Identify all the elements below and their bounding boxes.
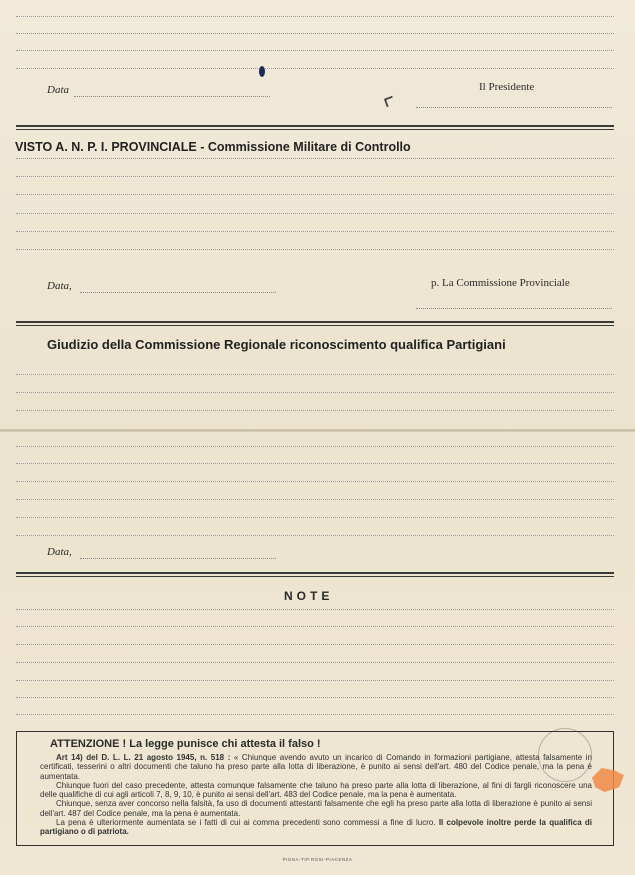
write-line[interactable] [16,714,614,715]
write-line[interactable] [16,68,614,69]
write-line[interactable] [16,662,614,663]
date-line[interactable] [74,96,270,97]
write-line[interactable] [16,481,614,482]
write-line[interactable] [16,517,614,518]
write-line[interactable] [16,16,614,17]
warning-paragraph: Chiunque, senza aver concorso nella falsità, fa uso di documenti attestanti falsamente che egli ha preso parte alla lotta di liberazione è punito ai sensi dell'art. 487 del Codice penale, ma la pena è aumentata. [40,799,592,818]
write-line[interactable] [16,392,614,393]
write-line[interactable] [16,410,614,411]
write-line[interactable] [16,231,614,232]
write-line[interactable] [16,158,614,159]
date-label: Data, [47,280,72,292]
write-line[interactable] [16,249,614,250]
write-line[interactable] [16,609,614,610]
date-line[interactable] [80,558,276,559]
warning-paragraph: Art 14) del D. L. L. 21 agosto 1945, n. 518 : « Chiunque avendo avuto un incarico di Comando in formazioni partigiane, attesta falsamente in certificati, tesserini o altri documenti che taluno ha preso parte alla lotta di liberazione, è punito ai sensi dell'art. 480 del Codice penale, ma la pena è aumentata. [40,753,593,781]
warning-paragraph: La pena è ulteriormente aumentata se i fatti di cui ai comma precedenti sono commessi a fine di lucro. Il colpevole inoltre perde la qualifica di partigiano o di patriota. [40,818,592,837]
date-line[interactable] [80,292,276,293]
warning-title: ATTENZIONE ! La legge punisce chi attesta il falso ! [50,738,321,750]
write-line[interactable] [16,33,614,34]
write-line[interactable] [16,176,614,177]
president-signature-label: Il Presidente [479,81,535,93]
provincial-commission-label: p. La Commissione Provinciale [431,277,570,289]
anpi-heading-bold: VISTO A. N. P. I. PROVINCIALE [15,140,197,154]
signature-line[interactable] [416,107,612,108]
anpi-heading [15,140,411,154]
regional-heading: Giudizio della Commissione Regionale riconoscimento qualifica Partigiani [47,337,506,352]
write-line[interactable] [16,50,614,51]
write-line[interactable] [16,499,614,500]
write-line[interactable] [16,626,614,627]
anpi-heading-rest: - Commissione Militare di Controllo [196,140,411,154]
write-line[interactable] [16,644,614,645]
section-divider [16,572,614,577]
law-reference: Art 14) del D. L. L. 21 agosto 1945, n. 518 : [56,753,231,762]
printer-mark: PIGNA-TIP.ROSI-PIACENZA [282,857,353,862]
signature-line[interactable] [416,308,612,309]
date-label: Data, [47,546,72,558]
write-line[interactable] [16,535,614,536]
write-line[interactable] [16,194,614,195]
section-divider [16,321,614,326]
write-line[interactable] [16,680,614,681]
date-label: Data [47,84,69,96]
write-line[interactable] [16,697,614,698]
ink-blot [259,66,265,77]
write-line[interactable] [16,446,614,447]
warning-body [40,753,592,837]
write-line[interactable] [16,463,614,464]
write-line[interactable] [16,213,614,214]
pen-mark [384,96,396,108]
paper-fold [0,429,635,432]
write-line[interactable] [16,374,614,375]
notes-heading: NOTE [284,589,334,603]
warning-paragraph: Chiunque fuori del caso precedente, attesta comunque falsamente che taluno ha preso parte alla lotta di liberazione, al fini di fargli riconoscere una delle qualifiche di cui agli articoli 7, 8, 9, 10, è punito ai sensi dell'art. 483 del Codice penale, ma la pena è aumentata. [40,780,592,800]
section-divider [16,125,614,130]
